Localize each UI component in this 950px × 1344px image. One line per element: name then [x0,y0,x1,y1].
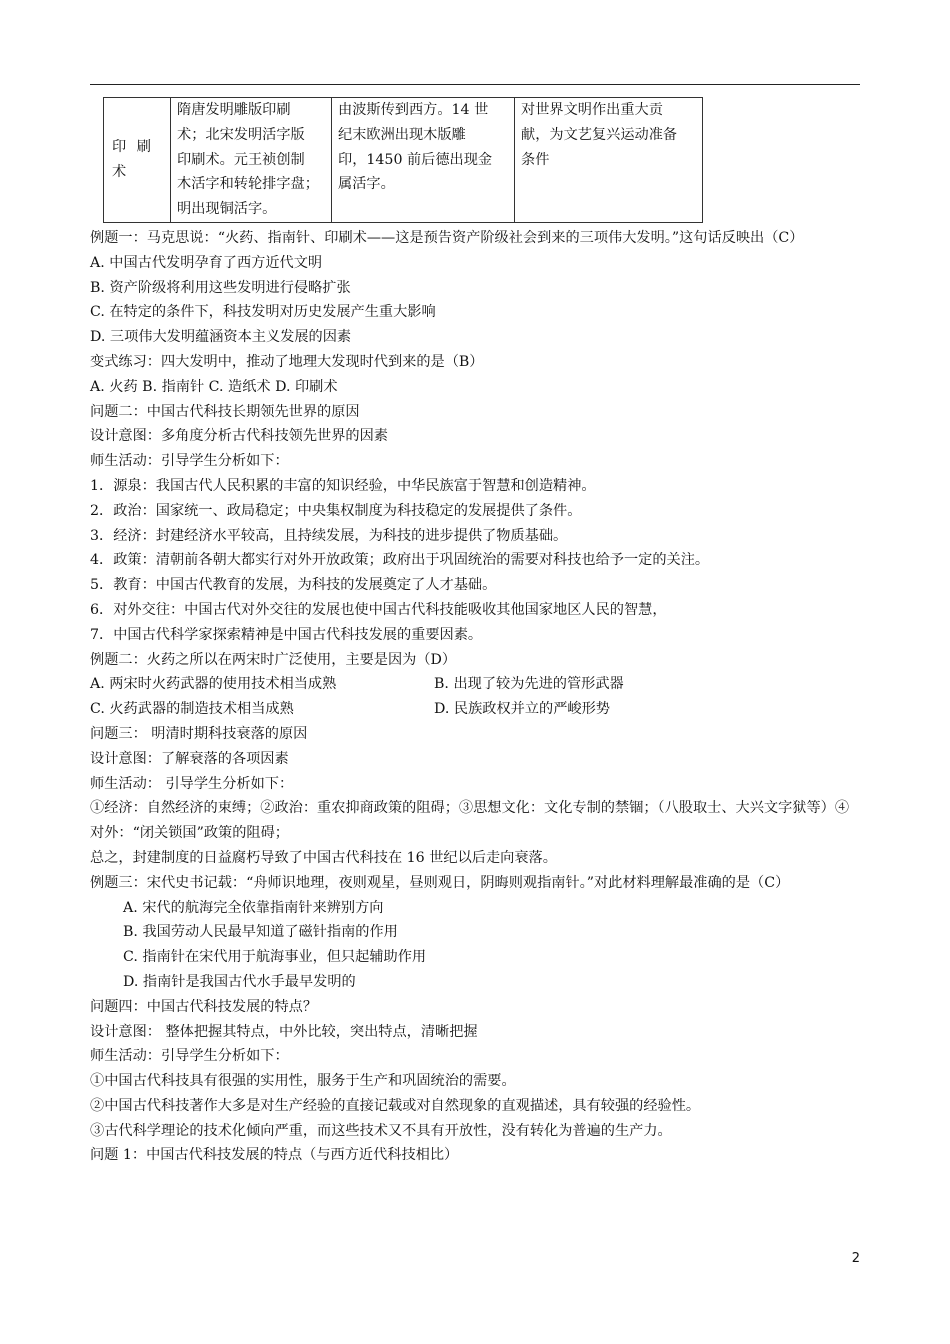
option-a: A. 中国古代发明孕育了西方近代文明 [90,254,323,271]
reason-7: 7．中国古代科学家探索精神是中国古代科技发展的重要因素。 [90,626,483,643]
option-c: C. 在特定的条件下，科技发明对历史发展产生重大影响 [90,304,436,321]
decline-factors: ①经济：自然经济的束缚；②政治：重农抑商政策的阻碍；③思想文化：文化专制的禁锢；（八股取士、大兴文字狱等）④对外：“闭关锁国”政策的阻碍； [90,800,850,842]
options-row-2 [90,697,862,722]
table-cell-spread [332,98,515,223]
table-cell-china [171,98,332,223]
variant-options: A. 火药 B. 指南针 C. 造纸术 D. 印刷术 [90,378,338,395]
example-two-question: 例题二：火药之所以在两宋时广泛使用，主要是因为（D） [90,651,457,668]
question-two: 问题二：中国古代科技长期领先世界的原因 [90,403,360,420]
design-intent: 设计意图： 整体把握其特点，中外比较，突出特点，清晰把握 [90,1023,478,1040]
table-cell-impact [515,98,703,223]
conclusion: 总之，封建制度的日益腐朽导致了中国古代科技在 16 世纪以后走向衰落。 [90,849,557,866]
activity: 师生活动：引导学生分析如下： [90,453,289,470]
feature-2: ②中国古代科技著作大多是对生产经验的直接记载或对自然现象的直观描述，具有较强的经验性。 [90,1097,701,1114]
options-row-1 [90,672,862,697]
reason-4: 4．政策：清朝前各朝大都实行对外开放政策；政府出于巩固统治的需要对科技也给予一定的关注。 [90,552,710,569]
cell-world-impact: 对世界文明作出重大贡 献，为文艺复兴运动准备 条件 [521,102,678,168]
header-rule [90,84,860,85]
feature-1: ①中国古代科技具有很强的实用性，服务于生产和巩固统治的需要。 [90,1073,516,1090]
feature-3: ③古代科学理论的技术化倾向严重，而这些技术又不具有开放性，没有转化为普遍的生产力。 [90,1122,672,1139]
invention-table [103,97,703,223]
row-label: 印 刷 术 [112,139,154,180]
option-d: D. 民族政权并立的严峻形势 [434,701,610,718]
option-c: C. 火药武器的制造技术相当成熟 [90,701,294,718]
option-b: B. 资产阶级将利用这些发明进行侵略扩张 [90,279,351,296]
design-intent: 设计意图：了解衰落的各项因素 [90,750,289,767]
cell-western-spread: 由波斯传到西方。14 世 纪末欧洲出现木版雕 印，1450 前后德出现金 属活字。 [338,102,493,193]
question-1: 问题 1：中国古代科技发展的特点（与西方近代科技相比） [90,1147,459,1164]
activity: 师生活动： 引导学生分析如下： [90,775,294,792]
option-d: D. 三项伟大发明蕴涵资本主义发展的因素 [90,329,352,346]
cell-china-development: 隋唐发明雕版印刷 术；北宋发明活字版 印刷术。元王祯创制 木活字和转轮排字盘； 明出现铜活字。 [177,102,319,218]
question-three: 问题三： 明清时期科技衰落的原因 [90,725,308,742]
reason-6: 6．对外交往：中国古代对外交往的发展也使中国古代科技能吸收其他国家地区人民的智慧， [90,601,667,618]
option-a: A. 两宋时火药武器的使用技术相当成熟 [90,676,337,693]
table-row [104,98,703,223]
option-c: C. 指南针在宋代用于航海事业，但只起辅助作用 [123,949,427,966]
reason-5: 5．教育：中国古代教育的发展，为科技的发展奠定了人才基础。 [90,577,497,594]
option-d: D. 指南针是我国古代水手最早发明的 [123,973,356,990]
option-a: A. 宋代的航海完全依靠指南针来辨别方向 [123,899,384,916]
reason-1: 1．源泉：我国古代人民积累的丰富的知识经验，中华民族富于智慧和创造精神。 [90,477,596,494]
question-four: 问题四：中国古代科技发展的特点？ [90,998,318,1015]
document-body [90,226,862,1168]
variant-exercise: 变式练习：四大发明中，推动了地理大发现时代到来的是（B） [90,353,484,370]
option-b: B. 出现了较为先进的管形武器 [434,676,624,693]
example-three-question: 例题三：宋代史书记载：“舟师识地理，夜则观星，昼则观日，阴晦则观指南针。”对此材料理解最准确的是（C） [90,874,790,891]
table-cell-label [104,98,171,223]
reason-2: 2．政治：国家统一、政局稳定；中央集权制度为科技稳定的发展提供了条件。 [90,502,582,519]
activity: 师生活动：引导学生分析如下： [90,1048,289,1065]
design-intent: 设计意图：多角度分析古代科技领先世界的因素 [90,428,388,445]
reason-3: 3．经济：封建经济水平较高，且持续发展，为科技的进步提供了物质基础。 [90,527,568,544]
option-b: B. 我国劳动人民最早知道了磁针指南的作用 [123,924,398,941]
example-one-question: 例题一：马克思说：“火药、指南针、印刷术——这是预告资产阶级社会到来的三项伟大发明。”这句话反映出（C） [90,230,804,246]
page-number: 2 [851,1251,860,1266]
